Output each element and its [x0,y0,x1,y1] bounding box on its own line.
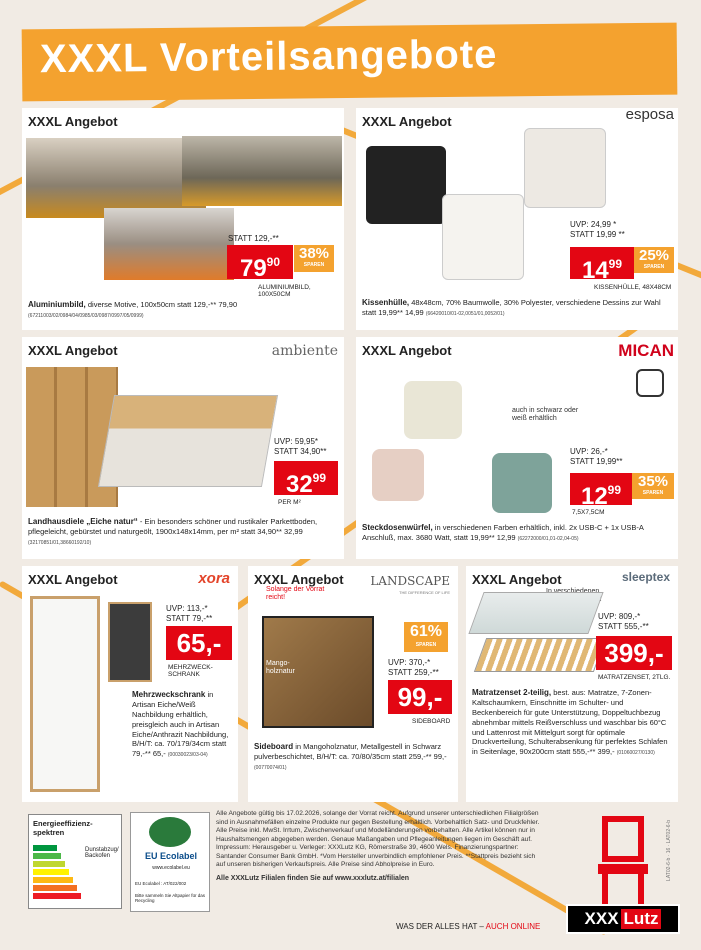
brand-logo: esposa [625,108,674,123]
uvp-price: UVP: 113,-* STATT 79,-** [166,604,213,623]
offer-title: XXXL Angebot [472,572,562,587]
brand-logo: xora [198,570,230,587]
eco-reg: EU Ecolabel : AT/022/002 [135,881,187,886]
eco-label-text: EU Ecolabel [144,851,198,861]
side-code: LAT02-6-b · 16 · LAT02-6-b [666,820,672,881]
offer-steckdosenwuerfel[interactable] [356,337,678,559]
energy-bar [33,845,57,851]
product-description: Steckdosenwürfel, in verschiedenen Farben erhältlich, inkl. 2x USB-C + 1x USB-A Anschluß, max. 3680 Watt, statt 19,99** 12,99 (62272000/01,01-02,04-05) [362,523,644,543]
product-image-cabinet-open [108,602,152,682]
offer-landhausdiele[interactable] [22,337,344,559]
energy-bar [33,893,81,899]
product-image-boxes [98,395,278,487]
energy-bar [33,869,69,875]
product-image-pillow-black [524,128,606,208]
product-image-mattress [468,592,603,634]
product-caption: KISSENHÜLLE, 48X48CM [594,284,672,291]
ecolabel [130,812,210,912]
brand-subline: THE DIFFERENCE OF LIFE [399,590,450,595]
price-tag: 399,- [596,636,672,670]
slogan: WAS DER ALLES HAT – AUCH ONLINE [396,922,541,931]
product-caption: SIDEBOARD [412,718,451,725]
uvp-price: UVP: 59,95* STATT 34,90** [274,437,327,456]
saving-badge: 38% SPAREN [294,245,334,272]
page-header [22,23,678,102]
eco-bottom: Bitte sammeln Sie Altpapier für das Recycling [135,893,206,903]
brand-logo: ambiente [271,343,338,359]
product-image-alu-2 [182,136,342,206]
uvp-price: UVP: 370,-* STATT 259,-** [388,658,439,677]
product-image-cube-teal [492,453,552,513]
offer-title: XXXL Angebot [362,114,452,129]
product-image-cube-cream [404,381,462,439]
saving-badge: 25% SPAREN [634,247,674,273]
statt-price: STATT 129,-** [228,234,279,243]
product-icon-socket [636,369,664,397]
product-description: Kissenhülle, 48x48cm, 70% Baumwolle, 30% Polyester, verschiedene Dessins zur Wahl statt 19,99** 14,99 (66420010/01-02,0051/01,0052/01) [362,298,661,318]
uvp-price: UVP: 809,-* STATT 555,-** [598,612,649,631]
energy-bar [33,885,77,891]
product-description: Landhausdiele „Eiche natur“ - Ein besonders schöner und rustikaler Parkettboden, pflegeleicht, gebürstet und naturgeölt, 1900x148x14mm, per m² statt 34,90** 32,99 (32170851/01,38660192/10) [28,517,318,547]
brand-logo: sleeptex [621,570,670,584]
price-tag: $79^{90}$ [227,245,293,279]
xxxlutz-logo: XXX Lutz [566,904,680,934]
product-caption: ALUMINIUMBILD, 100X50CM [258,284,311,298]
energy-title: Energieeffizienz-spektren [33,819,93,837]
saving-badge: 61% SPAREN [404,622,448,652]
wood-note: Mango-holznatur [266,660,295,676]
product-image-alu-1 [26,138,206,218]
energy-bar [33,861,65,867]
product-image-alu-3 [104,208,234,280]
price-tag: $14^{99}$ [570,247,634,279]
brand-logo: MICAN [618,341,674,360]
color-note: auch in schwarz oder weiß erhältlich [512,407,579,423]
product-description: Matratzenset 2-teilig, best. aus: Matratze, 7-Zonen-Kaltschaumkern, Einschnitte im Schulter- und Beckenbereich für gute Unterstützung, Doppeltuchbezug abnehmbar mittels Reißverschluss und waschbar bis 60°C und Lattenrost mit Mittelgurt sorgt für optimale Druckverteilung, Schulterabsenkung für perfektes Schlafen in Seitenlage, 90x200cm statt 555,-** 399,- (01060027/0130) [472,688,668,757]
energy-bar [33,853,61,859]
product-image-pillow-bunny [442,194,524,280]
offer-sideboard[interactable] [248,566,458,802]
product-description: Mehrzweckschrank in Artisan Eiche/Weiß Nachbildung erhältlich, preisgleich auch in Artisan Eiche/Anthrazit Nachbildung, B/H/T: ca. 70/179/34cm statt 79,-** 65,- (00030023/03-04) [132,690,229,759]
energy-range: Dunstabzug/ Backofen [85,847,119,859]
saving-badge: 35% SPAREN [632,473,674,499]
price-tag: 65,- [166,626,232,660]
offer-title: XXXL Angebot [362,343,452,358]
offer-title: XXXL Angebot [28,572,118,587]
energy-bar [33,877,73,883]
price-unit: PER M² [278,499,301,506]
price-tag: $32^{99}$ [274,461,338,495]
product-description: Aluminiumbild, diverse Motive, 100x50cm statt 129,-** 79,90 (67211003/02/0984/04/0985/03/0987/0997/05/0999) [28,300,238,320]
product-image-slatted-frame [474,638,606,672]
price-tag: 99,- [388,680,452,714]
offer-title: XXXL Angebot [28,343,118,358]
offer-aluminiumbild[interactable] [22,108,344,330]
offer-matratzenset[interactable] [466,566,678,802]
product-caption: MEHRZWECK-SCHRANK [168,664,213,678]
offer-title: XXXL Angebot [254,572,344,587]
legal-text: Alle Angebote gültig bis 17.02.2026, solange der Vorrat reicht. Aufgrund unserer unterschiedlichen Filialgrößen sind in Ausnahmefällen einzelne Produkte nur gegen Bestellung erhältlich. Vorbehaltlich Satz- und Druckfehler. Alle Preise inkl. MwSt. Irrtum, Zwischenverkauf und Modelländerungen vorbehalten. Alle Artikel können nur in Haushaltsmengen abgegeben werden. Genaue Maßangaben und Pflegeanleitungen liegen im Geschäft auf. Impressum: Herausgeber u. Verleger: XXXLutz KG, Römerstraße 39, 4600 Wels. Finanzierungspartner: Santander Consumer Bank GmbH. *Vom Hersteller unverbindlich empfohlener Preis. **Stattpreis bezieht sich auf unseren bisherigen Verkaufspreis. Alle Preise sind Abholpreise in Euro. Alle XXXLutz Filialen finden Sie auf www.xxxlutz.at/filialen [216,810,546,883]
product-image-pillow-sheep [366,146,446,224]
eco-flower-icon [149,817,191,847]
product-image-cube-rose [372,449,424,501]
uvp-price: UVP: 26,-* STATT 19,99** [570,447,623,466]
filialen-link[interactable]: Alle XXXLutz Filialen finden Sie auf www.xxxlutz.at/filialen [216,874,410,882]
offer-mehrzweckschrank[interactable] [22,566,238,802]
product-image-cabinet-closed [30,596,100,792]
price-tag: $12^{99}$ [570,473,632,505]
uvp-price: UVP: 24,99 * STATT 19,99 ** [570,220,625,239]
page-title: XXXL Vorteilsangebote [39,32,498,82]
product-caption: 7,5X7,5CM [572,509,605,516]
offer-kissenhuelle[interactable] [356,108,678,330]
eco-site: www.ecolabel.eu [152,865,190,871]
product-description: Sideboard in Mangoholznatur, Metallgestell in Schwarz pulverbeschichtet, B/H/T: ca. 70/80/35cm statt 259,-** 99,- (00770074/01) [254,742,447,772]
product-caption: MATRATZENSET, 2TLG. [598,674,671,681]
stock-tag: Solange der Vorrat reicht! [266,586,325,602]
energy-label [28,814,122,909]
online-link[interactable]: AUCH ONLINE [485,922,541,931]
brand-logo: LANDSCAPE [370,574,450,588]
offer-title: XXXL Angebot [28,114,118,129]
